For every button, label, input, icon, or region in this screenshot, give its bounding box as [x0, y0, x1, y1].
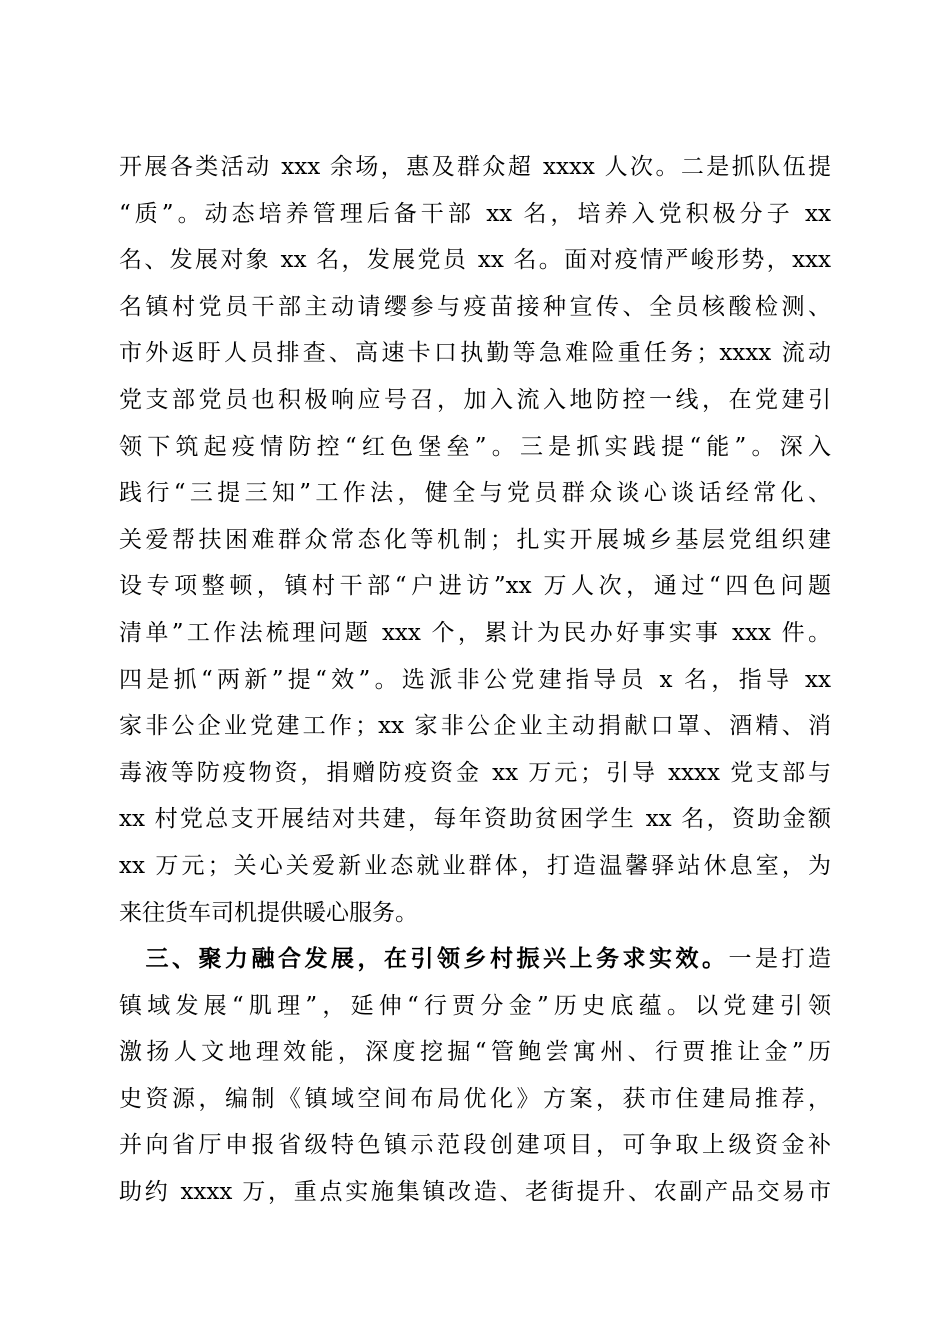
- text-line: 并向省厅申报省级特色镇示范段创建项目，可争取上级资金补: [119, 1132, 831, 1159]
- text-line: 助约 xxxx 万，重点实施集镇改造、老街提升、农副产品交易市: [119, 1179, 831, 1206]
- text-line: 毒液等防疫物资，捐赠防疫资金 xx 万元；引导 xxxx 党支部与: [119, 759, 831, 786]
- text-line: 清单”工作法梳理问题 xxx 个，累计为民办好事实事 xxx 件。: [119, 619, 831, 646]
- heading-line-rest: 一是打造: [728, 946, 831, 973]
- text-line: 开展各类活动 xxx 余场，惠及群众超 xxxx 人次。二是抓队伍提: [119, 154, 831, 180]
- text-line: 设专项整顿，镇村干部“户进访”xx 万人次，通过“四色问题: [119, 573, 831, 600]
- text-line: “质”。动态培养管理后备干部 xx 名，培养入党积极分子 xx: [119, 200, 831, 227]
- text-line: 名、发展对象 xx 名，发展党员 xx 名。面对疫情严峻形势，xxx: [119, 247, 831, 274]
- text-line: 名镇村党员干部主动请缨参与疫苗接种宣传、全员核酸检测、: [119, 293, 831, 320]
- text-line: 家非公企业党建工作；xx 家非公企业主动捐献口罩、酒精、消: [119, 713, 831, 740]
- text-line: 激扬人文地理效能，深度挖掘“管鲍尝寓州、行贾推让金”历: [119, 1039, 831, 1066]
- text-line: 镇域发展“肌理”，延伸“行贾分金”历史底蕴。以党建引领: [119, 992, 831, 1019]
- text-line: 史资源，编制《镇域空间布局优化》方案，获市住建局推荐，: [119, 1085, 831, 1112]
- text-line: xx 万元；关心关爱新业态就业群体，打造温馨驿站休息室，为: [119, 852, 831, 879]
- text-line: 关爱帮扶困难群众常态化等机制；扎实开展城乡基层党组织建: [119, 526, 831, 553]
- document-body: [119, 144, 831, 1216]
- text-line: 践行“三提三知”工作法，健全与党员群众谈心谈话经常化、: [119, 480, 831, 507]
- text-line-last: 来往货车司机提供暖心服务。: [119, 899, 418, 926]
- text-line: 党支部党员也积极响应号召，加入流入地防控一线，在党建引: [119, 386, 831, 413]
- text-line: 四是抓“两新”提“效”。选派非公党建指导员 x 名，指导 xx: [119, 666, 831, 693]
- section-heading-line: [119, 936, 831, 983]
- text-line: 领下筑起疫情防控“红色堡垒”。三是抓实践提“能”。深入: [119, 433, 831, 460]
- text-line: xx 村党总支开展结对共建，每年资助贫困学生 xx 名，资助金额: [119, 806, 831, 833]
- section-heading: 三、聚力融合发展，在引领乡村振兴上务求实效。: [142, 945, 729, 973]
- text-line: 市外返盱人员排查、高速卡口执勤等急难险重任务；xxxx 流动: [119, 340, 831, 367]
